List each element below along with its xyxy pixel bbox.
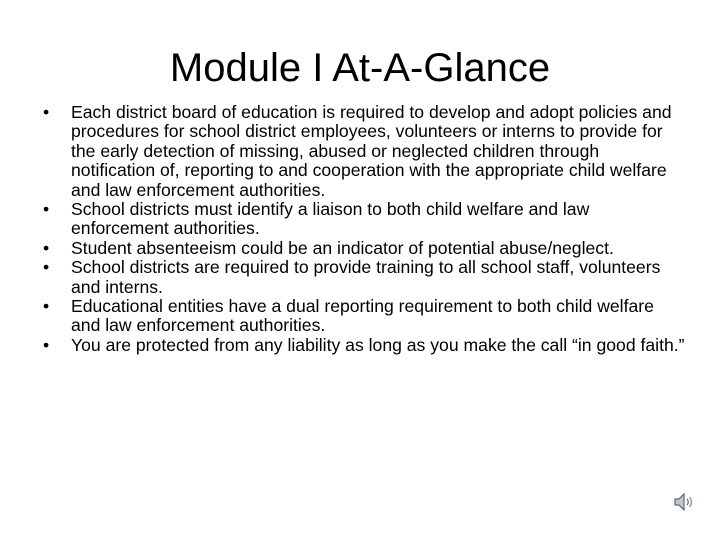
bullet-list xyxy=(36,103,686,355)
bullet-item xyxy=(36,258,686,297)
speaker-icon-graphic xyxy=(672,490,696,514)
bullet-item xyxy=(36,336,686,355)
bullet-text: School districts are required to provide training to all school staff, volunteers and interns. xyxy=(71,257,661,297)
speaker-icon[interactable] xyxy=(672,490,696,514)
bullet-mark: • xyxy=(43,296,50,317)
bullet-text: Each district board of education is required to develop and adopt policies and procedures for school district employees, volunteers or interns to provide for the early detection of missing, abused or neglected children through notification of, reporting to and cooperation with the appropriate child welfare and law enforcement authorities. xyxy=(71,102,672,200)
bullet-mark: • xyxy=(43,334,50,355)
bullet-mark: • xyxy=(43,102,50,122)
slide-title: Module I At-A-Glance xyxy=(169,46,551,90)
bullet-text: Student absenteeism could be an indicator of potential abuse/neglect. xyxy=(71,237,614,258)
bullet-text: Educational entities have a dual reporting requirement to both child welfare and law enforcement authorities. xyxy=(71,296,654,336)
bullet-mark: • xyxy=(43,257,50,278)
bullet-item xyxy=(36,239,686,258)
bullet-item xyxy=(36,200,686,239)
bullet-item xyxy=(36,103,686,200)
bullet-item xyxy=(36,297,686,336)
bullet-mark: • xyxy=(43,199,50,220)
bullet-text: School districts must identify a liaison to both child welfare and law enforcement authorities. xyxy=(71,199,590,239)
bullet-mark: • xyxy=(43,237,50,258)
bullet-text: You are protected from any liability as long as you make the call “in good faith.” xyxy=(71,334,685,355)
